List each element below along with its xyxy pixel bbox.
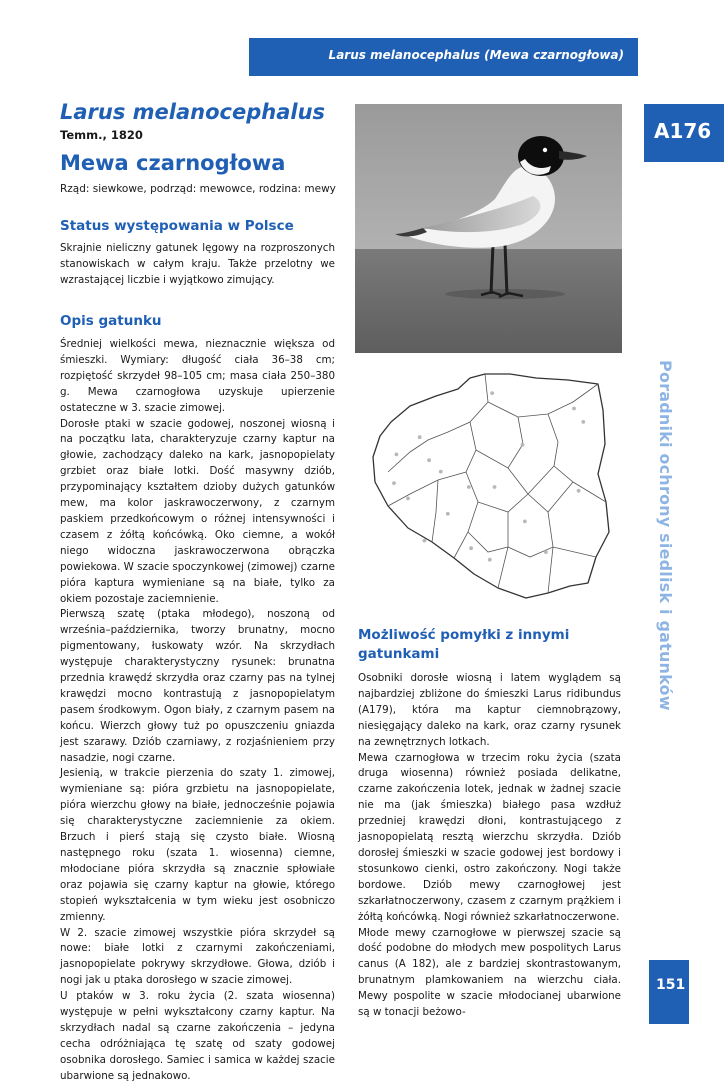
description-paragraph: U ptaków w 3. roku życia (2. szata wiosenna) występuje w pełni wykształcony czarny kaptur. Na skrzydłach nadal są czarne zakończenia – jedyna cecha odróżniająca tę szatę od szaty godowej osobnika dorosłego. Samiec i samica w każdej szacie ubarwione są jednakowo.: [60, 990, 335, 1082]
observation-point: [523, 520, 527, 524]
confusion-text: [358, 671, 621, 1021]
observation-point: [521, 443, 525, 447]
observation-point: [406, 497, 410, 501]
description-paragraph: Dorosłe ptaki w szacie godowej, noszonej wiosną i na początku lata, charakteryzuje czarny kaptur na głowie, zachodzący daleko na kark, jasnopopielaty grzbiet oraz białe lotki. Dość masywny dziób, przypominający kształtem dzioby dużych gatunków mew, ma kolor jaskrawoczerwony, z czarnym paskiem przedkońcowym o różnej intensywności i czasem z żółtą końcówką. Oko ciemne, a wokół niego widoczna jaskrawoczerwona obrączka powiekowa. W szacie spoczynkowej (zimowej) czarne pióra kaptura wymieniane są na białe, tylko za okiem pozostaje zaciemnienie.: [60, 417, 335, 605]
observation-point: [392, 481, 396, 485]
observation-point: [493, 485, 497, 489]
observation-point: [581, 420, 585, 424]
observation-point: [488, 558, 492, 562]
status-paragraph: Skrajnie nieliczny gatunek lęgowy na rozproszonych stanowiskach w całym kraju. Także przelotny we wzrastającej liczbie i wyjątkowo zimujący.: [60, 242, 335, 286]
observation-point: [446, 512, 450, 516]
description-paragraph: W 2. szacie zimowej wszystkie pióra skrzydeł są nowe: białe lotki z czarnymi zakończeniami, jasnopopielate pokrywy skrzydłowe. Głowa, dziób i nogi jak u ptaka dorosłego w szacie zimowej.: [60, 926, 335, 987]
observation-point: [467, 485, 471, 489]
observation-point: [577, 489, 581, 493]
distribution-map: [358, 362, 618, 607]
species-code: A176: [654, 119, 712, 143]
running-header: [249, 38, 638, 76]
observation-point: [423, 539, 427, 543]
description-paragraph: Jesienią, w trakcie pierzenia do szaty 1. zimowej, wymieniane są: pióra grzbietu na jasnopopielate, pióra wierzchu głowy na białe, jednocześnie pojawia się charakterystyczne zaciemnienie za okiem. Brzuch i pierś stają się czysto białe. Wiosną następnego roku (szata 1. wiosenna) ciemne, młodociane pióra skrzydła są znacznie spłowiałe oraz pojawia się czarny kaptur na głowie, którego stopień wykształcenia w tym wieku jest osobniczo zmienny.: [60, 767, 335, 923]
observation-point: [490, 391, 494, 395]
observation-point: [395, 453, 399, 457]
status-heading: Status występowania w Polsce: [60, 218, 294, 234]
description-paragraph: Pierwszą szatę (ptaka młodego), noszoną od września–października, tworzy brunatny, mocno pigmentowany, łuskowaty wzór. Na skrzydłach występuje charakterystyczny rysunek: brunatna przednia krawędź skrzydła oraz czarny pas na tylnej krawędzi mocno kontrastują z jasnopopielatym pasem środkowym. Ogon biały, z czarnym pasem na końcu. Wierzch głowy tuż po opuszczeniu gniazda jest szarawy. Dziób czarniawy, z rozjaśnieniem przy nasadzie, nogi czarne.: [60, 608, 335, 764]
observation-point: [439, 470, 443, 474]
observation-point: [572, 407, 576, 411]
species-polish-name: Mewa czarnogłowa: [60, 151, 286, 175]
observation-point: [544, 550, 548, 554]
series-title: Poradniki ochrony siedlisk i gatunków: [656, 360, 675, 711]
description-paragraph: Średniej wielkości mewa, nieznacznie większa od śmieszki. Wymiary: długość ciała 36–38 cm; rozpiętość skrzydeł 98–105 cm; masa ciała 250–380 g. Mewa czarnogłowa uzyskuje upierzenie ostateczne w 3. szacie zimowej.: [60, 338, 335, 414]
status-text: [60, 241, 335, 289]
confusion-paragraph: Młode mewy czarnogłowe w pierwszej szacie są dość podobne do młodych mew pospolitych Larus canus (A 182), ale z bardziej skontrastowanym, brunatnym plamkowaniem na wierzchu ciała. Mewy pospolite w szacie młodocianej ubarwione są w tonacji beżowo-: [358, 926, 621, 1019]
description-text: [60, 337, 335, 1085]
bird-photo: [355, 104, 622, 353]
observation-point: [427, 458, 431, 462]
description-heading: Opis gatunku: [60, 313, 162, 329]
page-number: 151: [656, 977, 686, 993]
species-authority: Temm., 1820: [60, 128, 143, 142]
running-title: Larus melanocephalus (Mewa czarnogłowa): [328, 48, 624, 62]
species-taxonomy: Rząd: siewkowe, podrząd: mewowce, rodzina: mewy: [60, 183, 336, 195]
observation-point: [418, 435, 422, 439]
confusion-paragraph: Mewa czarnogłowa w trzecim roku życia (szata druga wiosenna) również posiada delikatne, czarne zakończenia lotek, jednak w żadnej szacie nie ma (jak śmieszka) białego pasa wzdłuż przedniej krawędzi dłoni, kontrastującego z jasnopopielatą resztą wierzchu skrzydła. Dziób dorosłej śmieszki w szacie godowej jest bordowy i stosunkowo cienki, ostro zakończony. Nogi także bordowe. Dziób mewy czarnogłowej jest szkarłatnoczerwony, czasem z czarnym prążkiem i żółtą końcówką. Nogi również szkarłatnoczerwone.: [358, 751, 621, 923]
species-code-tab: [644, 104, 724, 162]
series-title-vertical: [648, 360, 688, 780]
confusion-heading: Możliwość pomyłki z innymi gatunkami: [358, 627, 570, 662]
observation-point: [469, 546, 473, 550]
page-number-tab: [649, 960, 689, 1024]
species-latin-name: Larus melanocephalus: [60, 100, 326, 124]
confusion-paragraph: Osobniki dorosłe wiosną i latem wyglądem są najbardziej zbliżone do śmieszki Larus ridibundus (A179), która ma kaptur ciemnobrązowy, niesięgający daleko na kark, oraz czarny rysunek na zewnętrznych lotkach.: [358, 672, 621, 748]
